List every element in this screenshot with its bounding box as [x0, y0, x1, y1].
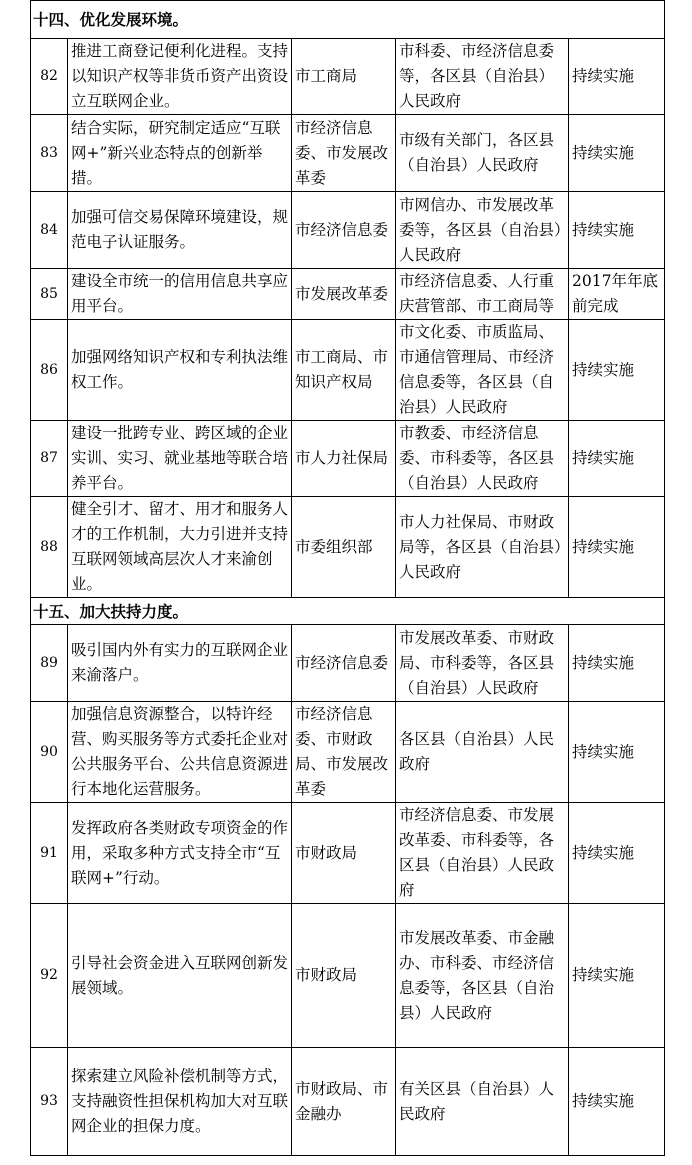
document-page: [30, 0, 665, 1156]
table-row: [31, 192, 665, 269]
deadline: 持续实施: [569, 192, 665, 269]
task-table: [30, 0, 665, 1156]
deadline: 持续实施: [569, 625, 665, 702]
lead-department: 市财政局: [292, 904, 396, 1048]
cooperating-departments: 市教委、市经济信息委、市科委等，各区县（自治县）人民政府: [396, 421, 569, 497]
deadline: 持续实施: [569, 115, 665, 192]
table-row: [31, 269, 665, 320]
table-row: [31, 625, 665, 702]
row-number: 83: [31, 115, 68, 192]
table-row: [31, 497, 665, 598]
lead-department: 市委组织部: [292, 497, 396, 598]
section-title: 十四、优化发展环境。: [31, 1, 665, 39]
deadline: 持续实施: [569, 421, 665, 497]
deadline: 持续实施: [569, 1048, 665, 1156]
table-row: [31, 803, 665, 904]
lead-department: 市经济信息委、市发展改革委: [292, 115, 396, 192]
cooperating-departments: 市网信办、市发展改革委等，各区县（自治县）人民政府: [396, 192, 569, 269]
table-row: [31, 421, 665, 497]
cooperating-departments: 市科委、市经济信息委等，各区县（自治县）人民政府: [396, 39, 569, 115]
task-description: 探索建立风险补偿机制等方式，支持融资性担保机构加大对互联网企业的担保力度。: [68, 1048, 292, 1156]
lead-department: 市经济信息委: [292, 625, 396, 702]
deadline: 持续实施: [569, 904, 665, 1048]
section-header-row: [31, 598, 665, 625]
cooperating-departments: 各区县（自治县）人民政府: [396, 702, 569, 803]
row-number: 82: [31, 39, 68, 115]
row-number: 91: [31, 803, 68, 904]
lead-department: 市发展改革委: [292, 269, 396, 320]
lead-department: 市工商局、市知识产权局: [292, 320, 396, 421]
cooperating-departments: 市经济信息委、市发展改革委、市科委等，各区县（自治县）人民政府: [396, 803, 569, 904]
cooperating-departments: 市发展改革委、市金融办、市科委、市经济信息委等，各区县（自治县）人民政府: [396, 904, 569, 1048]
lead-department: 市经济信息委、市财政局、市发展改革委: [292, 702, 396, 803]
lead-department: 市人力社保局: [292, 421, 396, 497]
task-description: 引导社会资金进入互联网创新发展领域。: [68, 904, 292, 1048]
deadline: 2017年年底前完成: [569, 269, 665, 320]
lead-department: 市经济信息委: [292, 192, 396, 269]
row-number: 87: [31, 421, 68, 497]
deadline: 持续实施: [569, 702, 665, 803]
table-row: [31, 39, 665, 115]
row-number: 92: [31, 904, 68, 1048]
row-number: 88: [31, 497, 68, 598]
task-description: 结合实际，研究制定适应“互联网+”新兴业态特点的创新举措。: [68, 115, 292, 192]
task-description: 健全引才、留才、用才和服务人才的工作机制，大力引进并支持互联网领域高层次人才来渝创业。: [68, 497, 292, 598]
task-description: 吸引国内外有实力的互联网企业来渝落户。: [68, 625, 292, 702]
task-description: 推进工商登记便利化进程。支持以知识产权等非货币资产出资设立互联网企业。: [68, 39, 292, 115]
section-title: 十五、加大扶持力度。: [31, 598, 665, 625]
cooperating-departments: 有关区县（自治县）人民政府: [396, 1048, 569, 1156]
deadline: 持续实施: [569, 803, 665, 904]
lead-department: 市财政局: [292, 803, 396, 904]
cooperating-departments: 市级有关部门，各区县（自治县）人民政府: [396, 115, 569, 192]
task-description: 加强网络知识产权和专利执法维权工作。: [68, 320, 292, 421]
row-number: 86: [31, 320, 68, 421]
deadline: 持续实施: [569, 497, 665, 598]
task-description: 加强可信交易保障环境建设，规范电子认证服务。: [68, 192, 292, 269]
cooperating-departments: 市人力社保局、市财政局等，各区县（自治县）人民政府: [396, 497, 569, 598]
task-description: 建设一批跨专业、跨区域的企业实训、实习、就业基地等联合培养平台。: [68, 421, 292, 497]
table-row: [31, 115, 665, 192]
table-row: [31, 702, 665, 803]
row-number: 89: [31, 625, 68, 702]
cooperating-departments: 市发展改革委、市财政局、市科委等，各区县（自治县）人民政府: [396, 625, 569, 702]
row-number: 84: [31, 192, 68, 269]
row-number: 93: [31, 1048, 68, 1156]
deadline: 持续实施: [569, 320, 665, 421]
lead-department: 市财政局、市金融办: [292, 1048, 396, 1156]
row-number: 90: [31, 702, 68, 803]
deadline: 持续实施: [569, 39, 665, 115]
table-row: [31, 904, 665, 1048]
row-number: 85: [31, 269, 68, 320]
table-row: [31, 1048, 665, 1156]
lead-department: 市工商局: [292, 39, 396, 115]
cooperating-departments: 市经济信息委、人行重庆营管部、市工商局等: [396, 269, 569, 320]
table-row: [31, 320, 665, 421]
task-description: 加强信息资源整合，以特许经营、购买服务等方式委托企业对公共服务平台、公共信息资源进行本地化运营服务。: [68, 702, 292, 803]
section-header-row: [31, 1, 665, 39]
cooperating-departments: 市文化委、市质监局、市通信管理局、市经济信息委等，各区县（自治县）人民政府: [396, 320, 569, 421]
task-description: 建设全市统一的信用信息共享应用平台。: [68, 269, 292, 320]
task-description: 发挥政府各类财政专项资金的作用，采取多种方式支持全市“互联网+”行动。: [68, 803, 292, 904]
